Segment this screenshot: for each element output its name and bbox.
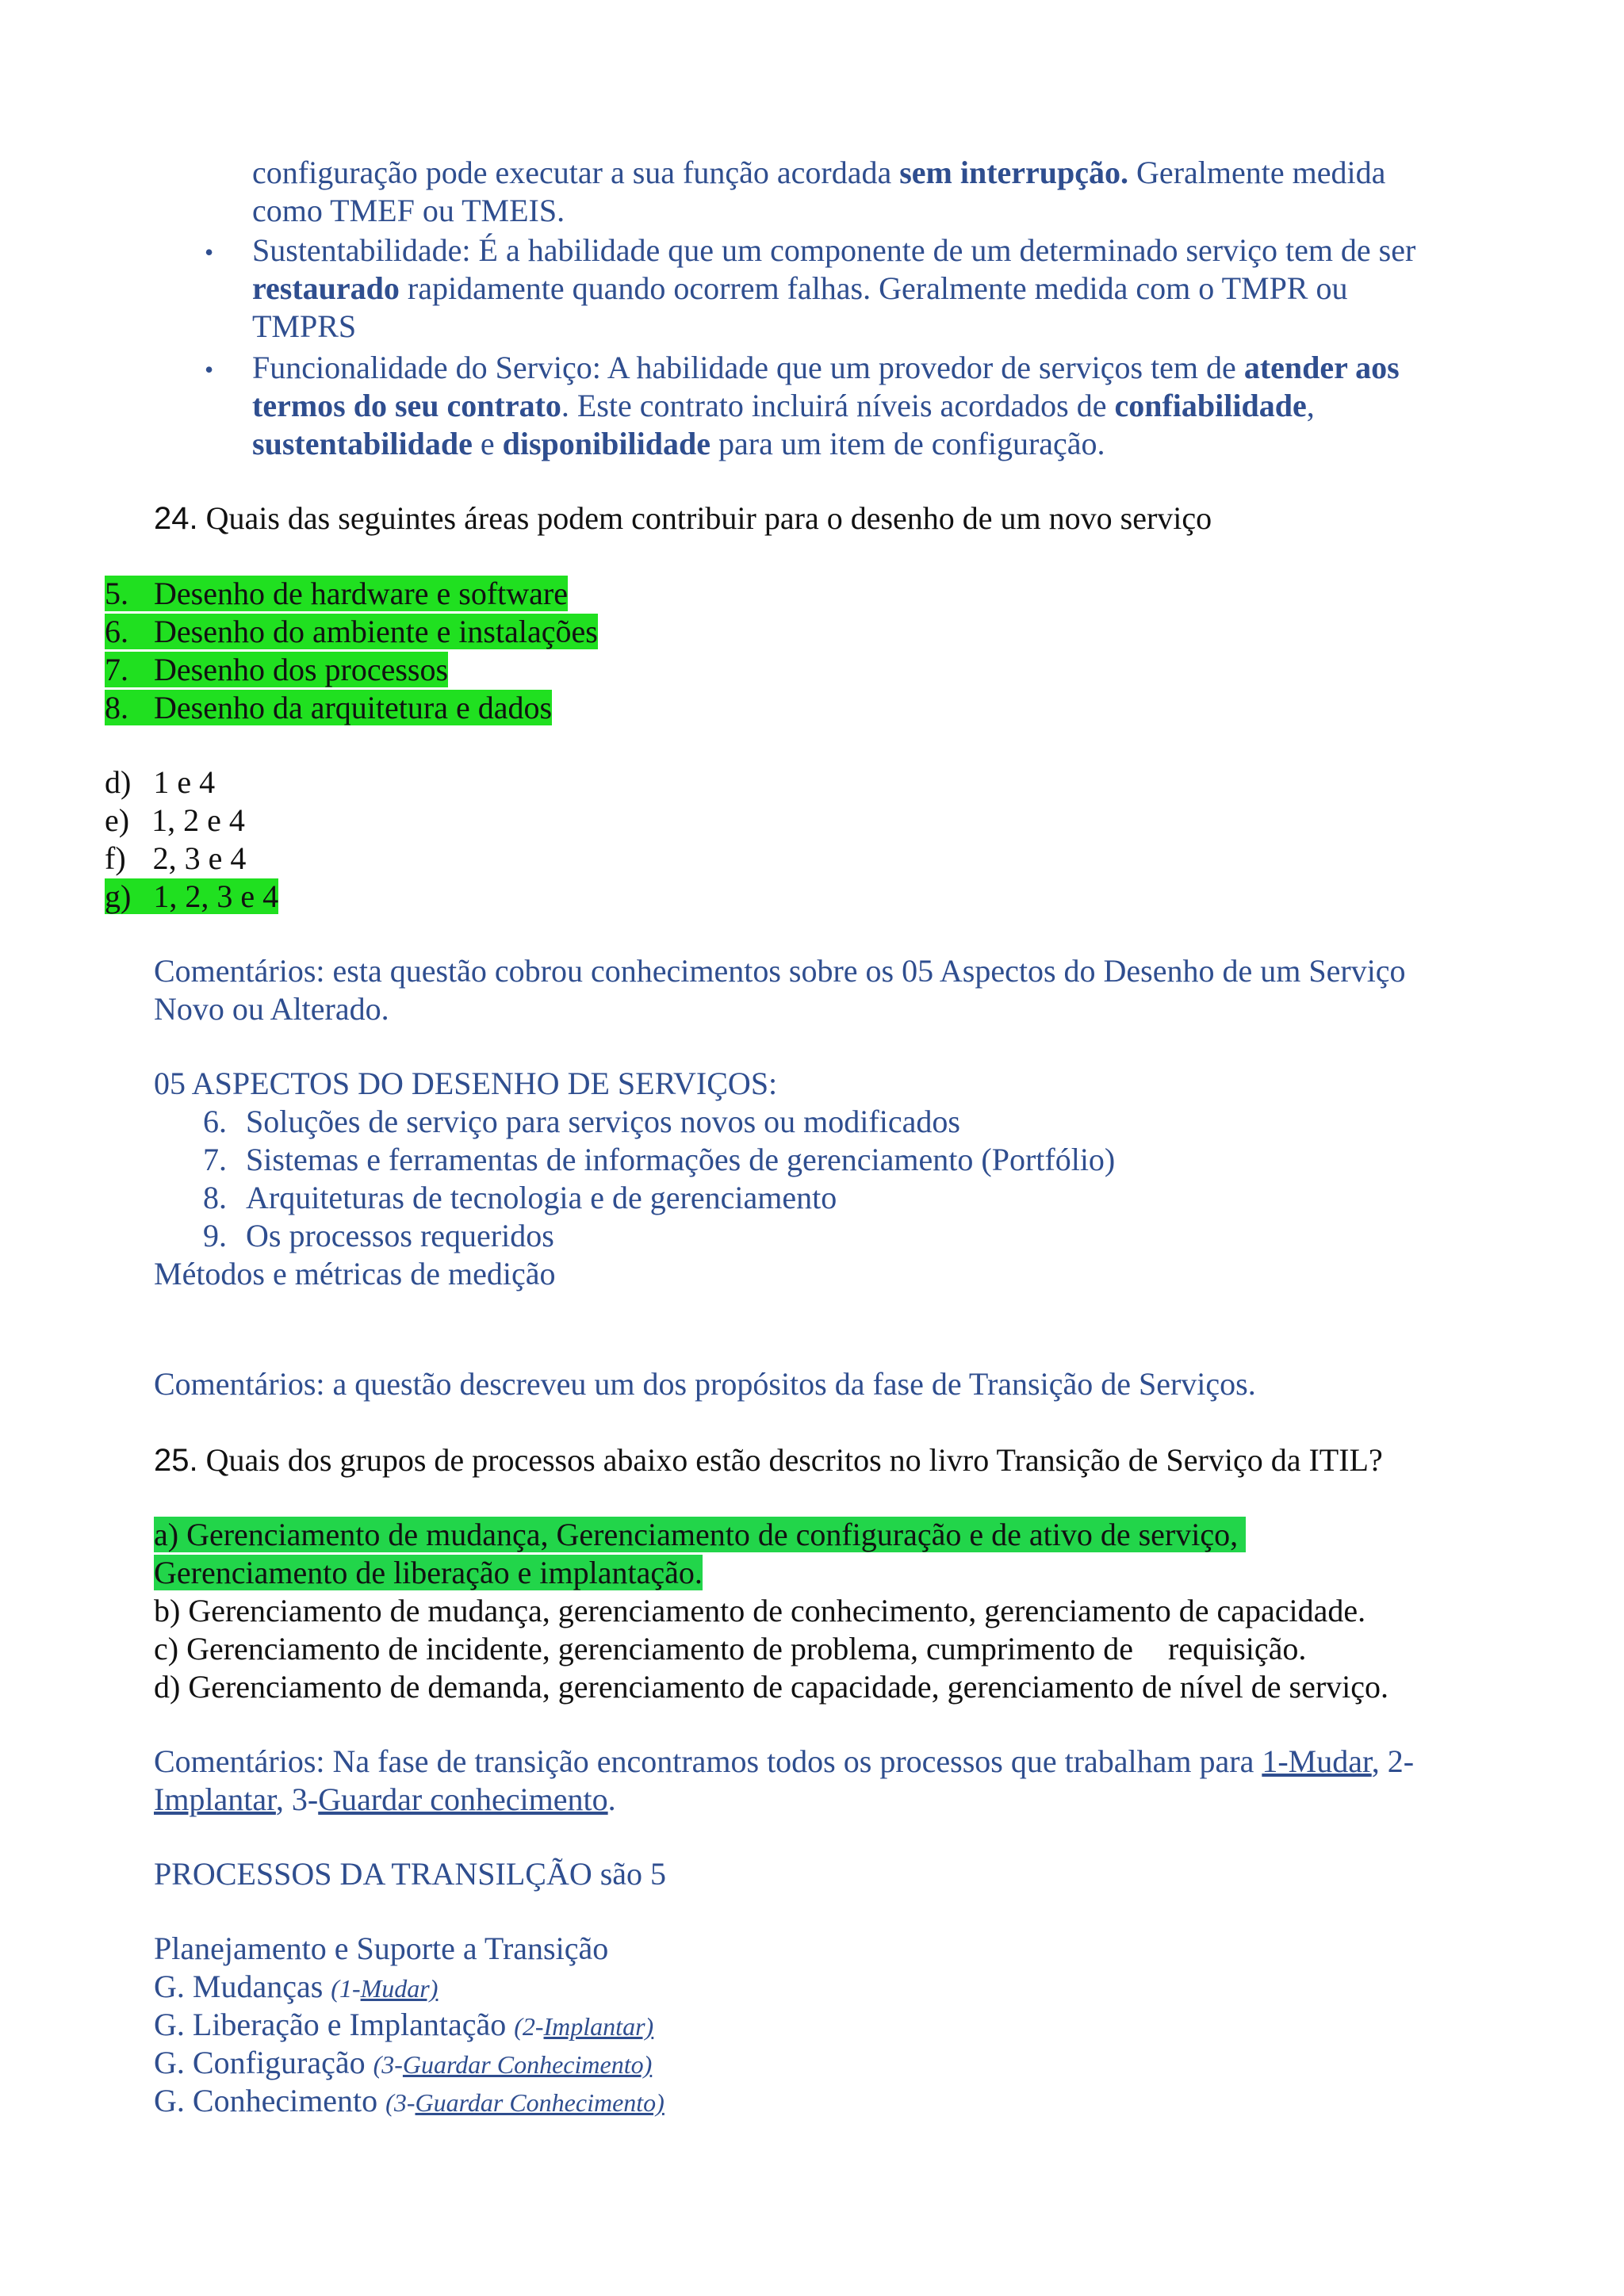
text: para um item de configuração. xyxy=(710,426,1105,461)
text: . Este contrato incluirá níveis acordados de xyxy=(561,388,1115,423)
question-text: Quais dos grupos de processos abaixo estão descritos no livro Transição de Serviço da ITIL? xyxy=(197,1442,1383,1478)
mudar-link[interactable]: 1-Mudar xyxy=(1262,1743,1372,1779)
item-label: Arquiteturas de tecnologia e de gerenciamento xyxy=(246,1180,837,1215)
q24-option-e xyxy=(105,802,245,840)
text: . xyxy=(607,1781,616,1817)
process-tag xyxy=(385,2088,665,2117)
q24-option-g xyxy=(105,878,278,916)
option-letter: f) xyxy=(105,840,126,876)
highlighted-item xyxy=(105,576,568,611)
guardar-conhecimento-link[interactable]: Guardar conhecimento xyxy=(318,1781,608,1817)
q25-comment-line-2 xyxy=(154,1781,616,1819)
highlighted-item xyxy=(105,652,448,687)
item-number: 5. xyxy=(105,576,128,611)
bold-text: confiabilidade xyxy=(1114,388,1307,423)
text: e xyxy=(472,426,503,461)
text: , 3- xyxy=(275,1781,319,1817)
item-number: 9. xyxy=(203,1218,227,1253)
item-label: Desenho dos processos xyxy=(154,652,449,687)
item-number: 7. xyxy=(105,652,128,687)
process-item xyxy=(154,2006,653,2045)
option-text: c) Gerenciamento de incidente, gerenciamento de problema, cumprimento de xyxy=(154,1631,1134,1667)
q25-comment-line-1 xyxy=(154,1743,1414,1781)
process-item xyxy=(154,2082,665,2122)
bold-text: termos do seu contrato xyxy=(252,388,561,423)
item-number: 6. xyxy=(105,614,128,649)
process-name: G. Mudanças xyxy=(154,1969,331,2004)
q24-option-f xyxy=(105,840,246,878)
bold-text: sem interrupção. xyxy=(899,155,1129,190)
tag-prefix: (3- xyxy=(385,2088,416,2117)
aspect-item xyxy=(203,1103,960,1141)
option-label: 1, 2, 3 e 4 xyxy=(153,878,279,914)
bold-text: restaurado xyxy=(252,270,400,306)
item-label: Desenho do ambiente e instalações xyxy=(154,614,598,649)
question-25 xyxy=(154,1441,1383,1479)
process-tag xyxy=(331,1974,438,2003)
option-letter: g) xyxy=(105,878,132,914)
implantar-link[interactable]: Implantar xyxy=(154,1781,276,1817)
process-item xyxy=(154,1968,438,2007)
text: , 2- xyxy=(1371,1743,1415,1779)
aspect-item xyxy=(203,1179,837,1217)
highlighted-option xyxy=(105,878,278,914)
text: rapidamente quando ocorrem falhas. Geralmente medida com o TMPR ou xyxy=(399,270,1348,306)
text: Geralmente medida xyxy=(1128,155,1386,190)
q25-option-c xyxy=(154,1630,1306,1668)
question-24 xyxy=(154,499,1212,538)
bold-text: sustentabilidade xyxy=(252,426,473,461)
tag-link[interactable]: Mudar) xyxy=(360,1974,439,2003)
item-number: 6. xyxy=(203,1104,227,1139)
item-label: Soluções de serviço para serviços novos ou modificados xyxy=(246,1104,960,1139)
highlighted-option: a) Gerenciamento de mudança, Gerenciamento de configuração e de ativo de serviço, xyxy=(154,1517,1239,1552)
q24-comment-line-2: Novo ou Alterado. xyxy=(154,991,389,1027)
q24-item-4 xyxy=(105,689,552,727)
sustainability-line-2 xyxy=(252,270,1348,308)
tag-link[interactable]: Guardar Conhecimento) xyxy=(402,2050,653,2079)
q24-item-3 xyxy=(105,651,448,689)
sustainability-line-1: Sustentabilidade: É a habilidade que um componente de um determinado serviço tem de ser xyxy=(252,232,1416,268)
option-label: 2, 3 e 4 xyxy=(152,840,247,876)
q25-option-b: b) Gerenciamento de mudança, gerenciamento de conhecimento, gerenciamento de capacidade. xyxy=(154,1593,1366,1628)
bullet-icon: • xyxy=(205,355,214,384)
text: Comentários: Na fase de transição encontramos todos os processos que trabalham para xyxy=(154,1743,1262,1779)
highlight-tail xyxy=(1238,1517,1246,1552)
tag-link[interactable]: Implantar) xyxy=(543,2012,654,2041)
aspect-item xyxy=(203,1141,1115,1179)
availability-line-1 xyxy=(252,154,1385,192)
process-tag xyxy=(514,2012,653,2041)
tag-link[interactable]: Guardar Conhecimento) xyxy=(415,2088,665,2117)
q25-option-d: d) Gerenciamento de demanda, gerenciamento de capacidade, gerenciamento de nível de serviço. xyxy=(154,1669,1389,1705)
q24-comment-line-1: Comentários: esta questão cobrou conhecimentos sobre os 05 Aspectos do Desenho de um Serviço xyxy=(154,953,1406,989)
q24-option-d xyxy=(105,763,215,802)
process-name: G. Configuração xyxy=(154,2045,373,2080)
availability-line-2: como TMEF ou TMEIS. xyxy=(252,193,565,228)
question-number: 25. xyxy=(154,1443,198,1478)
tag-prefix: (3- xyxy=(373,2050,403,2079)
process-tag xyxy=(373,2050,653,2079)
highlighted-item xyxy=(105,614,598,649)
highlighted-option: Gerenciamento de liberação e implantação. xyxy=(154,1555,703,1590)
question-number: 24. xyxy=(154,501,198,536)
bullet-icon: • xyxy=(205,238,214,266)
aspects-title: 05 ASPECTOS DO DESENHO DE SERVIÇOS: xyxy=(154,1066,778,1101)
aspects-last-line: Métodos e métricas de medição xyxy=(154,1256,556,1292)
option-text: requisição. xyxy=(1168,1631,1307,1667)
item-number: 8. xyxy=(105,690,128,725)
sustainability-line-3: TMPRS xyxy=(252,308,357,344)
process-item: Planejamento e Suporte a Transição xyxy=(154,1931,609,1966)
q24-item-1 xyxy=(105,575,568,613)
functionality-line-1 xyxy=(252,349,1400,387)
item-number: 7. xyxy=(203,1142,227,1177)
highlighted-item xyxy=(105,690,552,725)
functionality-line-2 xyxy=(252,387,1315,425)
option-letter: e) xyxy=(105,802,130,838)
process-name: G. Conhecimento xyxy=(154,2083,386,2118)
q25-option-a-line-1 xyxy=(154,1516,1246,1554)
tag-prefix: (2- xyxy=(514,2012,544,2041)
process-name: G. Liberação e Implantação xyxy=(154,2007,515,2042)
functionality-line-3 xyxy=(252,425,1105,463)
processes-title: PROCESSOS DA TRANSILÇÃO são 5 xyxy=(154,1856,667,1892)
item-label: Os processos requeridos xyxy=(246,1218,554,1253)
q24-comment-2: Comentários: a questão descreveu um dos propósitos da fase de Transição de Serviços. xyxy=(154,1366,1256,1402)
q25-option-a-line-2 xyxy=(154,1554,703,1592)
bold-text: disponibilidade xyxy=(502,426,710,461)
aspect-item xyxy=(203,1217,554,1255)
option-letter: d) xyxy=(105,764,132,800)
question-text: Quais das seguintes áreas podem contribuir para o desenho de um novo serviço xyxy=(197,500,1212,536)
bold-text: atender aos xyxy=(1243,350,1400,385)
option-label: 1, 2 e 4 xyxy=(151,802,245,838)
text: , xyxy=(1306,388,1315,423)
text: configuração pode executar a sua função acordada xyxy=(252,155,900,190)
item-number: 8. xyxy=(203,1180,227,1215)
option-label: 1 e 4 xyxy=(153,764,216,800)
tag-prefix: (1- xyxy=(331,1974,361,2003)
item-label: Sistemas e ferramentas de informações de gerenciamento (Portfólio) xyxy=(246,1142,1116,1177)
item-label: Desenho de hardware e software xyxy=(154,576,568,611)
item-label: Desenho da arquitetura e dados xyxy=(154,690,553,725)
text: Funcionalidade do Serviço: A habilidade que um provedor de serviços tem de xyxy=(252,350,1244,385)
process-item xyxy=(154,2044,652,2084)
q24-item-2 xyxy=(105,613,598,651)
